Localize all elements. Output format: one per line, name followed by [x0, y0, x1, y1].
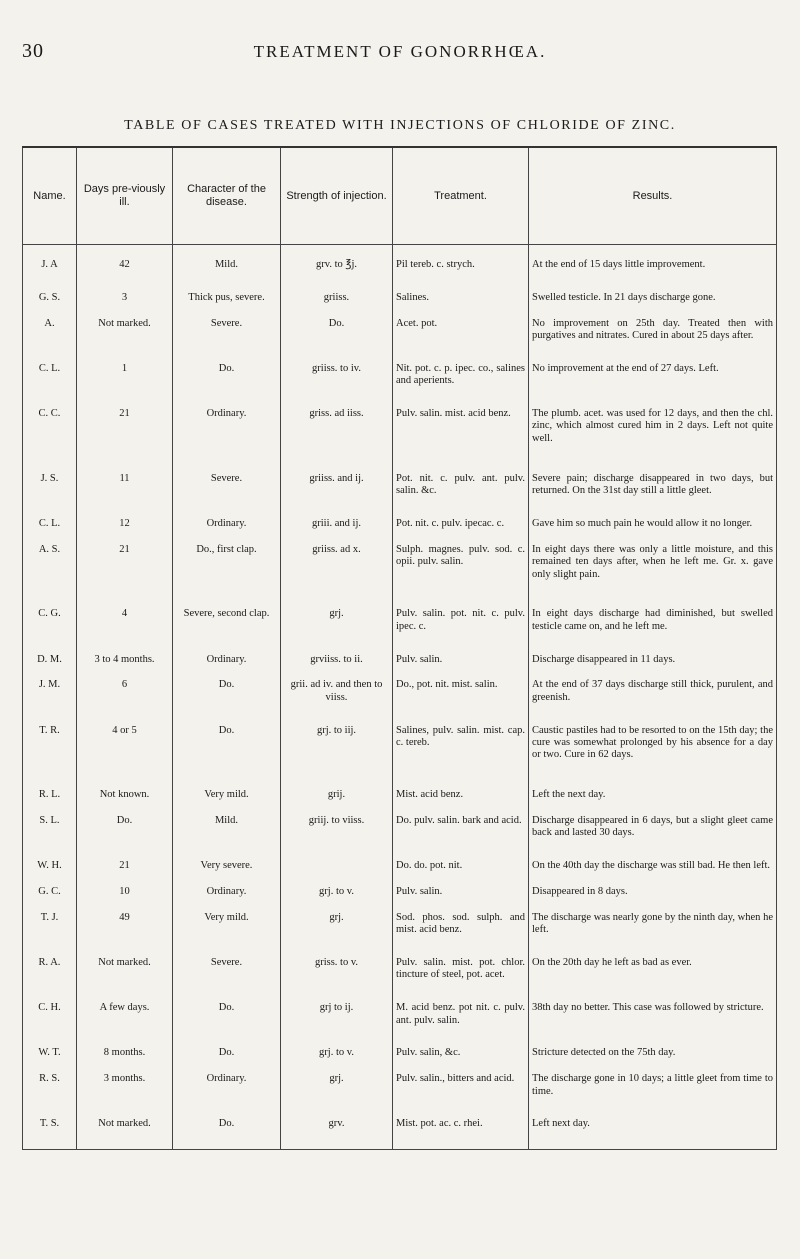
- cell-character: Thick pus, severe.: [173, 290, 281, 316]
- table-row: [23, 542, 777, 607]
- cell-character: Do., first clap.: [173, 542, 281, 607]
- cell-days: 21: [77, 542, 173, 607]
- cell-results: At the end of 15 days little improvement.: [529, 245, 777, 290]
- cell-strength: griii. and ij.: [281, 516, 393, 542]
- cell-strength: grviiss. to ii.: [281, 652, 393, 678]
- cell-days: 21: [77, 858, 173, 884]
- cell-name: A. S.: [23, 542, 77, 607]
- table-header-row: [23, 147, 777, 245]
- cell-treatment: Sulph. magnes. pulv. sod. c. opii. pulv. salin.: [393, 542, 529, 607]
- cell-treatment: Mist. pot. ac. c. rhei.: [393, 1116, 529, 1142]
- table-row: [23, 677, 777, 722]
- cell-character: Severe.: [173, 316, 281, 361]
- cell-character: Do.: [173, 677, 281, 722]
- cell-character: Do.: [173, 1116, 281, 1142]
- cell-results: Left the next day.: [529, 787, 777, 813]
- table-row: [23, 858, 777, 884]
- cell-treatment: Nit. pot. c. p. ipec. co., salines and aperients.: [393, 361, 529, 406]
- cell-days: A few days.: [77, 1000, 173, 1045]
- cell-strength: grv.: [281, 1116, 393, 1142]
- table-row: [23, 723, 777, 788]
- page-number: 30: [22, 40, 44, 62]
- cell-days: Not known.: [77, 787, 173, 813]
- cell-treatment: M. acid benz. pot nit. c. pulv. ant. pulv. salin.: [393, 1000, 529, 1045]
- cell-days: Not marked.: [77, 316, 173, 361]
- cell-results: Gave him so much pain he would allow it no longer.: [529, 516, 777, 542]
- cell-character: Severe.: [173, 471, 281, 516]
- cell-results: The discharge was nearly gone by the ninth day, when he left.: [529, 910, 777, 955]
- cell-results: In eight days there was only a little moisture, and this remained ten days after, when he left me. Gr. x. gave only slight pain.: [529, 542, 777, 607]
- cell-name: G. C.: [23, 884, 77, 910]
- cell-strength: griss. to v.: [281, 955, 393, 1000]
- cell-name: W. H.: [23, 858, 77, 884]
- cell-treatment: Pot. nit. c. pulv. ant. pulv. salin. &c.: [393, 471, 529, 516]
- cell-results: 38th day no better. This case was followed by stricture.: [529, 1000, 777, 1045]
- cell-character: Severe, second clap.: [173, 606, 281, 651]
- cell-treatment: Pulv. salin. pot. nit. c. pulv. ipec. c.: [393, 606, 529, 651]
- cell-results: Left next day.: [529, 1116, 777, 1142]
- cell-character: Ordinary.: [173, 406, 281, 471]
- blank-cell: [23, 1142, 77, 1149]
- cell-name: T. S.: [23, 1116, 77, 1142]
- table-row: [23, 361, 777, 406]
- cell-days: 3 months.: [77, 1071, 173, 1116]
- cell-days: 3 to 4 months.: [77, 652, 173, 678]
- cell-treatment: Pulv. salin., bitters and acid.: [393, 1071, 529, 1116]
- header-strength: Strength of injection.: [281, 147, 393, 245]
- cell-treatment: Do. pulv. salin. bark and acid.: [393, 813, 529, 858]
- cell-results: Swelled testicle. In 21 days discharge gone.: [529, 290, 777, 316]
- cell-name: R. L.: [23, 787, 77, 813]
- cell-character: Do.: [173, 361, 281, 406]
- cell-strength: grij.: [281, 787, 393, 813]
- cell-days: 4: [77, 606, 173, 651]
- cases-table: [22, 146, 777, 1150]
- table-row: [23, 406, 777, 471]
- cell-results: No improvement at the end of 27 days. Left.: [529, 361, 777, 406]
- cell-strength: grj. to v.: [281, 884, 393, 910]
- header-results: Results.: [529, 147, 777, 245]
- cell-strength: griiss. and ij.: [281, 471, 393, 516]
- cell-name: G. S.: [23, 290, 77, 316]
- table-title: TABLE OF CASES TREATED WITH INJECTIONS OF CHLORIDE OF ZINC.: [124, 118, 676, 133]
- cell-character: Mild.: [173, 813, 281, 858]
- cell-strength: grj.: [281, 1071, 393, 1116]
- blank-cell: [77, 1142, 173, 1149]
- cell-days: Do.: [77, 813, 173, 858]
- cell-days: 49: [77, 910, 173, 955]
- header-name: Name.: [23, 147, 77, 245]
- cell-strength: grii. ad iv. and then to viiss.: [281, 677, 393, 722]
- table-row: [23, 955, 777, 1000]
- table-row: [23, 1071, 777, 1116]
- cell-character: Severe.: [173, 955, 281, 1000]
- cell-name: R. S.: [23, 1071, 77, 1116]
- cell-character: Mild.: [173, 245, 281, 290]
- table-blank-row: [23, 1142, 777, 1149]
- cell-character: Ordinary.: [173, 652, 281, 678]
- cell-days: 1: [77, 361, 173, 406]
- cell-name: S. L.: [23, 813, 77, 858]
- blank-cell: [529, 1142, 777, 1149]
- table-row: [23, 516, 777, 542]
- cell-name: C. G.: [23, 606, 77, 651]
- cell-results: The discharge gone in 10 days; a little gleet from time to time.: [529, 1071, 777, 1116]
- table-row: [23, 606, 777, 651]
- cell-days: 12: [77, 516, 173, 542]
- cell-days: 11: [77, 471, 173, 516]
- cell-days: Not marked.: [77, 1116, 173, 1142]
- cell-results: No improvement on 25th day. Treated then with purgatives and nitrates. Cured in about 25 days after.: [529, 316, 777, 361]
- blank-cell: [281, 1142, 393, 1149]
- cell-strength: grv. to ℥j.: [281, 245, 393, 290]
- cell-days: 6: [77, 677, 173, 722]
- cell-name: J. S.: [23, 471, 77, 516]
- blank-cell: [393, 1142, 529, 1149]
- cell-character: Do.: [173, 1045, 281, 1071]
- cell-name: A.: [23, 316, 77, 361]
- cell-treatment: Pulv. salin.: [393, 884, 529, 910]
- table-row: [23, 787, 777, 813]
- cell-strength: Do.: [281, 316, 393, 361]
- table-row: [23, 471, 777, 516]
- cell-strength: grj.: [281, 606, 393, 651]
- header-treatment: Treatment.: [393, 147, 529, 245]
- cell-days: 42: [77, 245, 173, 290]
- cell-strength: griij. to viiss.: [281, 813, 393, 858]
- cell-strength: grj.: [281, 910, 393, 955]
- cell-character: Ordinary.: [173, 884, 281, 910]
- cell-results: Severe pain; discharge disappeared in two days, but returned. On the 31st day still a little gleet.: [529, 471, 777, 516]
- blank-cell: [173, 1142, 281, 1149]
- cell-results: At the end of 37 days discharge still thick, purulent, and greenish.: [529, 677, 777, 722]
- cell-days: 21: [77, 406, 173, 471]
- cell-treatment: Mist. acid benz.: [393, 787, 529, 813]
- cell-name: J. A: [23, 245, 77, 290]
- cell-results: Discharge disappeared in 11 days.: [529, 652, 777, 678]
- table-row: [23, 290, 777, 316]
- cell-results: Stricture detected on the 75th day.: [529, 1045, 777, 1071]
- cell-character: Do.: [173, 1000, 281, 1045]
- table-row: [23, 316, 777, 361]
- cell-results: In eight days discharge had diminished, but swelled testicle came on, and he left me.: [529, 606, 777, 651]
- cell-character: Ordinary.: [173, 1071, 281, 1116]
- table-row: [23, 652, 777, 678]
- cell-strength: [281, 858, 393, 884]
- cell-character: Ordinary.: [173, 516, 281, 542]
- cell-days: 10: [77, 884, 173, 910]
- table-row: [23, 1116, 777, 1142]
- cell-strength: griiss. to iv.: [281, 361, 393, 406]
- cell-name: R. A.: [23, 955, 77, 1000]
- cell-results: Disappeared in 8 days.: [529, 884, 777, 910]
- cell-strength: grj to ij.: [281, 1000, 393, 1045]
- cell-treatment: Do. do. pot. nit.: [393, 858, 529, 884]
- cell-treatment: Pulv. salin.: [393, 652, 529, 678]
- cell-name: C. L.: [23, 516, 77, 542]
- table-row: [23, 910, 777, 955]
- cell-treatment: Salines.: [393, 290, 529, 316]
- cell-treatment: Pulv. salin. mist. pot. chlor. tincture of steel, pot. acet.: [393, 955, 529, 1000]
- cell-character: Very severe.: [173, 858, 281, 884]
- table-row: [23, 245, 777, 290]
- cell-character: Very mild.: [173, 787, 281, 813]
- cell-results: The plumb. acet. was used for 12 days, and then the chl. zinc, which almost cured him in 2 days. Left not quite well.: [529, 406, 777, 471]
- table-row: [23, 1000, 777, 1045]
- cell-strength: grj. to v.: [281, 1045, 393, 1071]
- cell-treatment: Pulv. salin, &c.: [393, 1045, 529, 1071]
- cell-strength: griiss.: [281, 290, 393, 316]
- cell-treatment: Do., pot. nit. mist. salin.: [393, 677, 529, 722]
- cell-name: C. H.: [23, 1000, 77, 1045]
- cell-results: On the 20th day he left as bad as ever.: [529, 955, 777, 1000]
- running-title: TREATMENT OF GONORRHŒA.: [253, 42, 547, 61]
- header-character: Character of the disease.: [173, 147, 281, 245]
- cell-treatment: Salines, pulv. salin. mist. cap. c. tereb.: [393, 723, 529, 788]
- cell-days: 4 or 5: [77, 723, 173, 788]
- cell-days: 3: [77, 290, 173, 316]
- cell-character: Do.: [173, 723, 281, 788]
- cell-name: C. L.: [23, 361, 77, 406]
- cell-name: T. R.: [23, 723, 77, 788]
- cell-results: On the 40th day the discharge was still bad. He then left.: [529, 858, 777, 884]
- cell-name: T. J.: [23, 910, 77, 955]
- cell-treatment: Pot. nit. c. pulv. ipecac. c.: [393, 516, 529, 542]
- cell-strength: grj. to iij.: [281, 723, 393, 788]
- table-row: [23, 813, 777, 858]
- cell-name: W. T.: [23, 1045, 77, 1071]
- table-row: [23, 1045, 777, 1071]
- cell-character: Very mild.: [173, 910, 281, 955]
- cell-treatment: Sod. phos. sod. sulph. and mist. acid benz.: [393, 910, 529, 955]
- cell-strength: griiss. ad x.: [281, 542, 393, 607]
- cell-name: C. C.: [23, 406, 77, 471]
- cell-results: Discharge disappeared in 6 days, but a slight gleet came back and lasted 30 days.: [529, 813, 777, 858]
- cell-days: 8 months.: [77, 1045, 173, 1071]
- cell-results: Caustic pastiles had to be resorted to on the 15th day; the cure was somewhat prolonged by his absence for a day or two. Cure in 62 days.: [529, 723, 777, 788]
- header-days: Days pre-viously ill.: [77, 147, 173, 245]
- cell-strength: griss. ad iiss.: [281, 406, 393, 471]
- table-row: [23, 884, 777, 910]
- cell-treatment: Pil tereb. c. strych.: [393, 245, 529, 290]
- cell-treatment: Acet. pot.: [393, 316, 529, 361]
- cell-days: Not marked.: [77, 955, 173, 1000]
- cell-name: J. M.: [23, 677, 77, 722]
- cell-name: D. M.: [23, 652, 77, 678]
- cell-treatment: Pulv. salin. mist. acid benz.: [393, 406, 529, 471]
